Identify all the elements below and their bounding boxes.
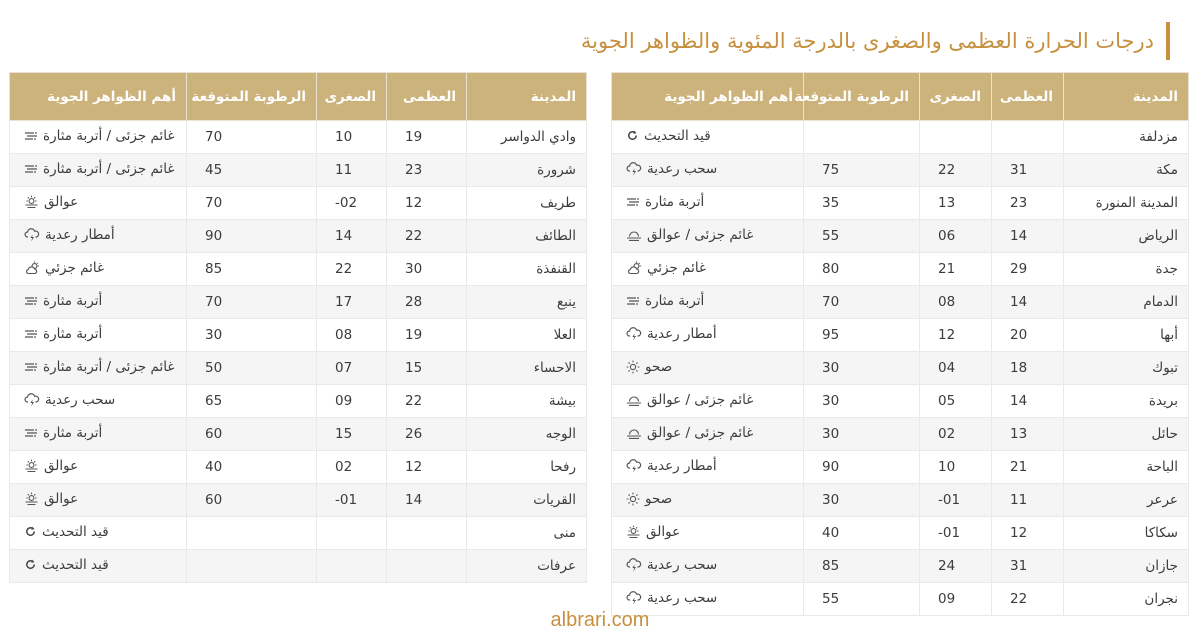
max-temp-cell: 23: [387, 154, 467, 187]
phenomena-text: غائم جزئى / أتربة مثارة: [43, 128, 175, 144]
city-cell: منى: [467, 517, 587, 550]
phenomena-cell: [612, 220, 804, 253]
phenomena-text: أتربة مثارة: [43, 425, 103, 441]
col-header-phenomena: أهم الظواهر الجوية: [612, 73, 804, 121]
table-row: [612, 352, 1189, 385]
humidity-cell: 55: [804, 220, 920, 253]
city-cell: بيشة: [467, 385, 587, 418]
dust-icon: [24, 130, 38, 142]
table-row: [612, 121, 1189, 154]
phenomena-text: عوالق: [44, 490, 79, 507]
table-row: [10, 352, 587, 385]
city-cell: الوجه: [467, 418, 587, 451]
phenomena-cell: [612, 484, 804, 517]
city-cell: وادي الدواسر: [467, 121, 587, 154]
min-temp-cell: 13: [920, 187, 992, 220]
refresh-icon: [24, 525, 37, 538]
city-cell: الاحساء: [467, 352, 587, 385]
max-temp-cell: 22: [992, 583, 1064, 616]
humidity-cell: 90: [804, 451, 920, 484]
min-temp-cell: 01-: [920, 517, 992, 550]
table-row: [10, 484, 587, 517]
phenomena-text: صحو: [645, 490, 673, 507]
page-title: درجات الحرارة العظمى والصغرى بالدرجة المئوية والظواهر الجوية: [581, 22, 1170, 60]
phenomena-cell: [612, 517, 804, 550]
humidity-cell: 65: [187, 385, 317, 418]
min-temp-cell: [317, 517, 387, 550]
phenomena-text: غائم جزئي: [45, 259, 105, 276]
city-cell: العلا: [467, 319, 587, 352]
table-row: [10, 121, 587, 154]
phenomena-cell: [612, 418, 804, 451]
min-temp-cell: 14: [317, 220, 387, 253]
max-temp-cell: 22: [387, 220, 467, 253]
humidity-cell: [187, 517, 317, 550]
table-row: [10, 418, 587, 451]
phenomena-text: غائم جزئى / عوالق: [647, 227, 754, 243]
thunder-cloud-icon: [24, 228, 40, 242]
humidity-cell: 50: [187, 352, 317, 385]
min-temp-cell: 17: [317, 286, 387, 319]
thunder-cloud-icon: [626, 327, 642, 341]
city-cell: حائل: [1064, 418, 1189, 451]
watermark: albrari.com: [550, 609, 650, 631]
dust-icon: [24, 328, 38, 340]
min-temp-cell: 22: [920, 154, 992, 187]
min-temp-cell: 15: [317, 418, 387, 451]
max-temp-cell: 31: [992, 550, 1064, 583]
min-temp-cell: 01-: [920, 484, 992, 517]
max-temp-cell: 14: [992, 220, 1064, 253]
max-temp-cell: 22: [387, 385, 467, 418]
phenomena-text: قيد التحديث: [42, 523, 109, 540]
col-header-min: الصغرى: [317, 73, 387, 121]
phenomena-cell: [10, 517, 187, 550]
max-temp-cell: 30: [387, 253, 467, 286]
max-temp-cell: 12: [387, 451, 467, 484]
phenomena-cell: [10, 253, 187, 286]
min-temp-cell: [317, 550, 387, 583]
max-temp-cell: 11: [992, 484, 1064, 517]
phenomena-text: أمطار رعدية: [647, 325, 717, 342]
table-row: [10, 517, 587, 550]
phenomena-cell: [10, 418, 187, 451]
city-cell: الدمام: [1064, 286, 1189, 319]
city-cell: تبوك: [1064, 352, 1189, 385]
city-cell: مكة: [1064, 154, 1189, 187]
phenomena-text: غائم جزئى / أتربة مثارة: [43, 161, 175, 177]
thunder-cloud-icon: [626, 162, 642, 176]
min-temp-cell: 10: [920, 451, 992, 484]
phenomena-text: أمطار رعدية: [647, 457, 717, 474]
phenomena-text: أمطار رعدية: [45, 226, 115, 243]
min-temp-cell: 21: [920, 253, 992, 286]
max-temp-cell: 20: [992, 319, 1064, 352]
phenomena-cell: [612, 550, 804, 583]
phenomena-cell: [612, 319, 804, 352]
humidity-cell: 40: [187, 451, 317, 484]
min-temp-cell: 22: [317, 253, 387, 286]
phenomena-text: سحب رعدية: [45, 391, 116, 408]
haze-icon: [24, 459, 39, 473]
phenomena-cell: [612, 253, 804, 286]
phenomena-cell: [612, 187, 804, 220]
humidity-cell: 90: [187, 220, 317, 253]
humidity-cell: 35: [804, 187, 920, 220]
table-row: [612, 187, 1189, 220]
phenomena-cell: [612, 451, 804, 484]
max-temp-cell: 19: [387, 319, 467, 352]
thunder-cloud-icon: [626, 591, 642, 605]
city-cell: بريدة: [1064, 385, 1189, 418]
phenomena-text: أتربة مثارة: [43, 326, 103, 342]
phenomena-cell: [10, 385, 187, 418]
col-header-humidity: الرطوبة المتوقعة: [804, 73, 920, 121]
humidity-cell: 75: [804, 154, 920, 187]
dust-icon: [24, 295, 38, 307]
col-header-min: الصغرى: [920, 73, 992, 121]
humidity-cell: 80: [804, 253, 920, 286]
col-header-phenomena: أهم الظواهر الجوية: [10, 73, 187, 121]
min-temp-cell: 12: [920, 319, 992, 352]
max-temp-cell: 12: [387, 187, 467, 220]
haze-icon: [24, 492, 39, 506]
mist-icon: [626, 394, 642, 406]
phenomena-text: قيد التحديث: [644, 127, 711, 144]
humidity-cell: 40: [804, 517, 920, 550]
phenomena-text: غائم جزئى / عوالق: [647, 392, 754, 408]
max-temp-cell: 26: [387, 418, 467, 451]
city-cell: طريف: [467, 187, 587, 220]
phenomena-text: أتربة مثارة: [43, 293, 103, 309]
table-row: [10, 385, 587, 418]
humidity-cell: 70: [804, 286, 920, 319]
haze-icon: [24, 195, 39, 209]
max-temp-cell: 21: [992, 451, 1064, 484]
city-cell: عرفات: [467, 550, 587, 583]
city-cell: الباحة: [1064, 451, 1189, 484]
humidity-cell: 45: [187, 154, 317, 187]
phenomena-text: غائم جزئى / أتربة مثارة: [43, 359, 175, 375]
max-temp-cell: 15: [387, 352, 467, 385]
col-header-city: المدينة: [1064, 73, 1189, 121]
table-header-row: [612, 73, 1189, 121]
max-temp-cell: 18: [992, 352, 1064, 385]
city-cell: القريات: [467, 484, 587, 517]
max-temp-cell: 14: [992, 385, 1064, 418]
table-row: [10, 451, 587, 484]
table-row: [612, 220, 1189, 253]
min-temp-cell: 02: [317, 451, 387, 484]
col-header-max: العظمى: [387, 73, 467, 121]
max-temp-cell: 23: [992, 187, 1064, 220]
humidity-cell: 85: [187, 253, 317, 286]
thunder-cloud-icon: [24, 393, 40, 407]
city-cell: المدينة المنورة: [1064, 187, 1189, 220]
table-row: [612, 484, 1189, 517]
phenomena-cell: [10, 121, 187, 154]
min-temp-cell: 09: [920, 583, 992, 616]
phenomena-text: صحو: [645, 358, 673, 375]
max-temp-cell: 12: [992, 517, 1064, 550]
dust-icon: [24, 163, 38, 175]
table-row: [10, 220, 587, 253]
sun-icon: [626, 360, 640, 374]
phenomena-cell: [10, 286, 187, 319]
refresh-icon: [24, 558, 37, 571]
mist-icon: [626, 229, 642, 241]
city-cell: جازان: [1064, 550, 1189, 583]
phenomena-cell: [612, 385, 804, 418]
humidity-cell: 30: [804, 418, 920, 451]
table-row: [612, 517, 1189, 550]
city-cell: الرياض: [1064, 220, 1189, 253]
min-temp-cell: 24: [920, 550, 992, 583]
phenomena-cell: [612, 352, 804, 385]
city-cell: الطائف: [467, 220, 587, 253]
phenomena-text: غائم جزئي: [647, 259, 707, 276]
table-header-row: [10, 73, 587, 121]
city-cell: عرعر: [1064, 484, 1189, 517]
table-row: [10, 187, 587, 220]
humidity-cell: 70: [187, 286, 317, 319]
min-temp-cell: 11: [317, 154, 387, 187]
table-row: [10, 550, 587, 583]
city-cell: ينبع: [467, 286, 587, 319]
max-temp-cell: 14: [387, 484, 467, 517]
phenomena-text: عوالق: [646, 523, 681, 540]
phenomena-cell: [10, 187, 187, 220]
min-temp-cell: 09: [317, 385, 387, 418]
city-cell: شرورة: [467, 154, 587, 187]
phenomena-cell: [10, 352, 187, 385]
thunder-cloud-icon: [626, 459, 642, 473]
phenomena-cell: [10, 220, 187, 253]
max-temp-cell: 14: [992, 286, 1064, 319]
phenomena-cell: [10, 154, 187, 187]
max-temp-cell: 29: [992, 253, 1064, 286]
phenomena-cell: [10, 451, 187, 484]
col-header-max: العظمى: [992, 73, 1064, 121]
mist-icon: [626, 427, 642, 439]
refresh-icon: [626, 129, 639, 142]
max-temp-cell: 31: [992, 154, 1064, 187]
table-row: [612, 154, 1189, 187]
city-cell: أبها: [1064, 319, 1189, 352]
city-cell: سكاكا: [1064, 517, 1189, 550]
partly-cloudy-icon: [626, 261, 642, 275]
table-row: [612, 451, 1189, 484]
partly-cloudy-icon: [24, 261, 40, 275]
min-temp-cell: 08: [920, 286, 992, 319]
city-cell: جدة: [1064, 253, 1189, 286]
haze-icon: [626, 525, 641, 539]
humidity-cell: 55: [804, 583, 920, 616]
min-temp-cell: 01-: [317, 484, 387, 517]
phenomena-text: سحب رعدية: [647, 160, 718, 177]
humidity-cell: 70: [187, 121, 317, 154]
humidity-cell: 30: [804, 484, 920, 517]
max-temp-cell: 28: [387, 286, 467, 319]
city-cell: مزدلفة: [1064, 121, 1189, 154]
col-header-city: المدينة: [467, 73, 587, 121]
dust-icon: [626, 295, 640, 307]
min-temp-cell: 10: [317, 121, 387, 154]
humidity-cell: 30: [187, 319, 317, 352]
humidity-cell: 95: [804, 319, 920, 352]
humidity-cell: [187, 550, 317, 583]
min-temp-cell: 08: [317, 319, 387, 352]
table-row: [612, 385, 1189, 418]
phenomena-text: سحب رعدية: [647, 589, 718, 606]
humidity-cell: 70: [187, 187, 317, 220]
table-row: [612, 286, 1189, 319]
table-row: [10, 319, 587, 352]
city-cell: القنفذة: [467, 253, 587, 286]
phenomena-text: سحب رعدية: [647, 556, 718, 573]
phenomena-cell: [10, 484, 187, 517]
table-row: [10, 286, 587, 319]
min-temp-cell: 07: [317, 352, 387, 385]
col-header-humidity: الرطوبة المتوقعة: [187, 73, 317, 121]
phenomena-text: عوالق: [44, 457, 79, 474]
phenomena-text: أتربة مثارة: [645, 194, 705, 210]
phenomena-text: قيد التحديث: [42, 556, 109, 573]
humidity-cell: 85: [804, 550, 920, 583]
max-temp-cell: [992, 121, 1064, 154]
table-row: [10, 154, 587, 187]
phenomena-cell: [10, 550, 187, 583]
humidity-cell: 30: [804, 385, 920, 418]
phenomena-text: أتربة مثارة: [645, 293, 705, 309]
table-row: [612, 253, 1189, 286]
thunder-cloud-icon: [626, 558, 642, 572]
dust-icon: [24, 427, 38, 439]
phenomena-text: غائم جزئى / عوالق: [647, 425, 754, 441]
city-cell: نجران: [1064, 583, 1189, 616]
phenomena-cell: [612, 154, 804, 187]
dust-icon: [24, 361, 38, 373]
max-temp-cell: [387, 550, 467, 583]
min-temp-cell: [920, 121, 992, 154]
min-temp-cell: 02: [920, 418, 992, 451]
weather-table-left: [9, 72, 587, 583]
city-cell: رفحا: [467, 451, 587, 484]
table-row: [10, 253, 587, 286]
sun-icon: [626, 492, 640, 506]
min-temp-cell: 06: [920, 220, 992, 253]
table-row: [612, 418, 1189, 451]
humidity-cell: 60: [187, 484, 317, 517]
phenomena-text: عوالق: [44, 193, 79, 210]
phenomena-cell: [612, 286, 804, 319]
weather-table-right: [611, 72, 1189, 616]
table-row: [612, 550, 1189, 583]
min-temp-cell: 02-: [317, 187, 387, 220]
min-temp-cell: 04: [920, 352, 992, 385]
min-temp-cell: 05: [920, 385, 992, 418]
max-temp-cell: [387, 517, 467, 550]
table-row: [612, 319, 1189, 352]
humidity-cell: [804, 121, 920, 154]
humidity-cell: 30: [804, 352, 920, 385]
phenomena-cell: [612, 121, 804, 154]
phenomena-cell: [10, 319, 187, 352]
dust-icon: [626, 196, 640, 208]
humidity-cell: 60: [187, 418, 317, 451]
max-temp-cell: 13: [992, 418, 1064, 451]
max-temp-cell: 19: [387, 121, 467, 154]
